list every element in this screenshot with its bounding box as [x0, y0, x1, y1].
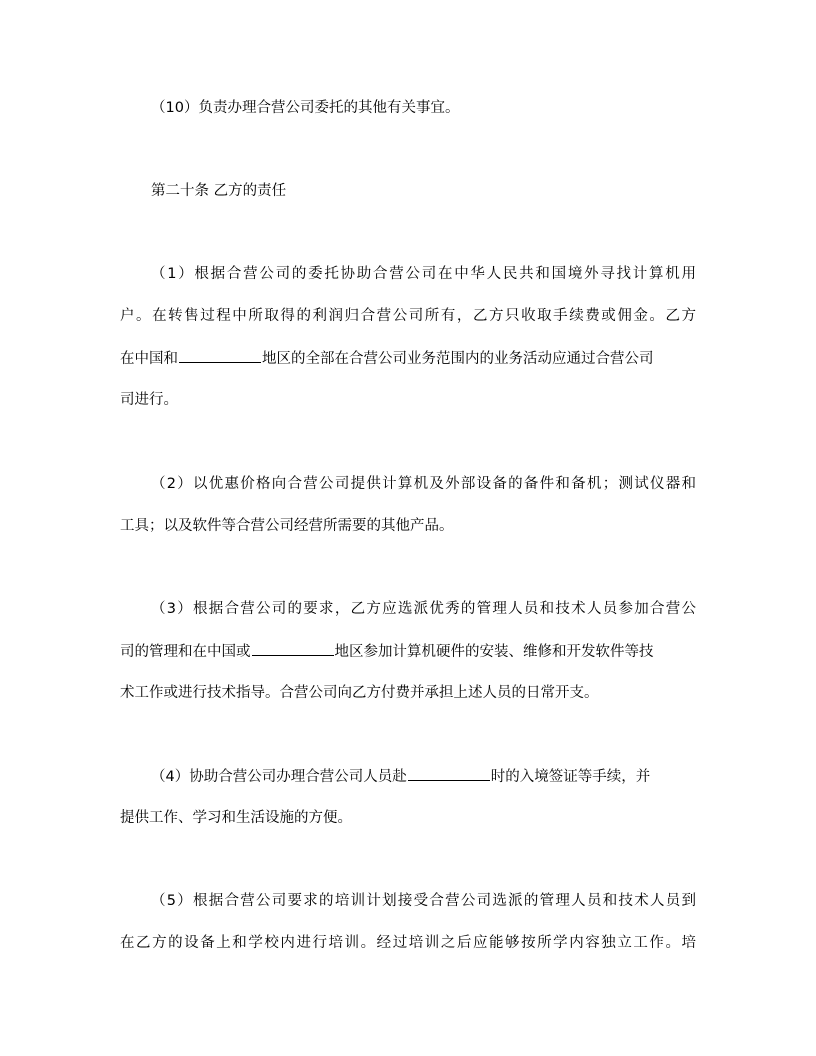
text-segment: （4）协助合营公司办理合营公司人员赴 — [151, 769, 407, 785]
paragraph-2-line-1: （2）以优惠价格向合营公司提供计算机及外部设备的备件和备机；测试仪器和 — [151, 476, 696, 492]
paragraph-4-line-1 — [151, 766, 731, 787]
text-segment: 地区参加计算机硬件的安装、维修和开发软件等技 — [334, 644, 654, 660]
paragraph-10: （10）负责办理合营公司委托的其他有关事宜。 — [151, 100, 460, 116]
paragraph-5-line-2: 在乙方的设备上和学校内进行培训。经过培训之后应能够按所学内容独立工作。培 — [120, 935, 696, 951]
text-segment: 司的管理和在中国或 — [120, 644, 251, 660]
paragraph-3-line-1: （3）根据合营公司的要求，乙方应选派优秀的管理人员和技术人员参加合营公 — [151, 601, 696, 617]
paragraph-1-line-1: （1）根据合营公司的委托协助合营公司在中华人民共和国境外寻找计算机用 — [151, 266, 696, 282]
paragraph-1-line-3 — [120, 348, 700, 369]
text-segment: 时的入境签证等手续，并 — [490, 769, 651, 785]
fill-in-blank — [408, 766, 490, 781]
paragraph-2-line-2: 工具；以及软件等合营公司经营所需要的其他产品。 — [120, 518, 454, 534]
paragraph-1-line-4: 司进行。 — [120, 392, 178, 408]
paragraph-5-line-1: （5）根据合营公司要求的培训计划接受合营公司选派的管理人员和技术人员到 — [151, 893, 696, 909]
article-heading: 第二十条 乙方的责任 — [151, 183, 287, 199]
paragraph-4-line-2: 提供工作、学习和生活设施的方便。 — [120, 810, 352, 826]
text-segment: 在中国和 — [120, 351, 178, 367]
fill-in-blank — [252, 641, 334, 656]
paragraph-3-line-2 — [120, 641, 700, 662]
paragraph-1-line-2: 户。在转售过程中所取得的利润归合营公司所有，乙方只收取手续费或佣金。乙方 — [120, 308, 696, 324]
text-segment: 地区的全部在合营公司业务范围内的业务活动应通过合营公司 — [262, 351, 654, 367]
fill-in-blank — [179, 348, 261, 363]
paragraph-3-line-3: 术工作或进行技术指导。合营公司向乙方付费并承担上述人员的日常开支。 — [120, 685, 599, 701]
